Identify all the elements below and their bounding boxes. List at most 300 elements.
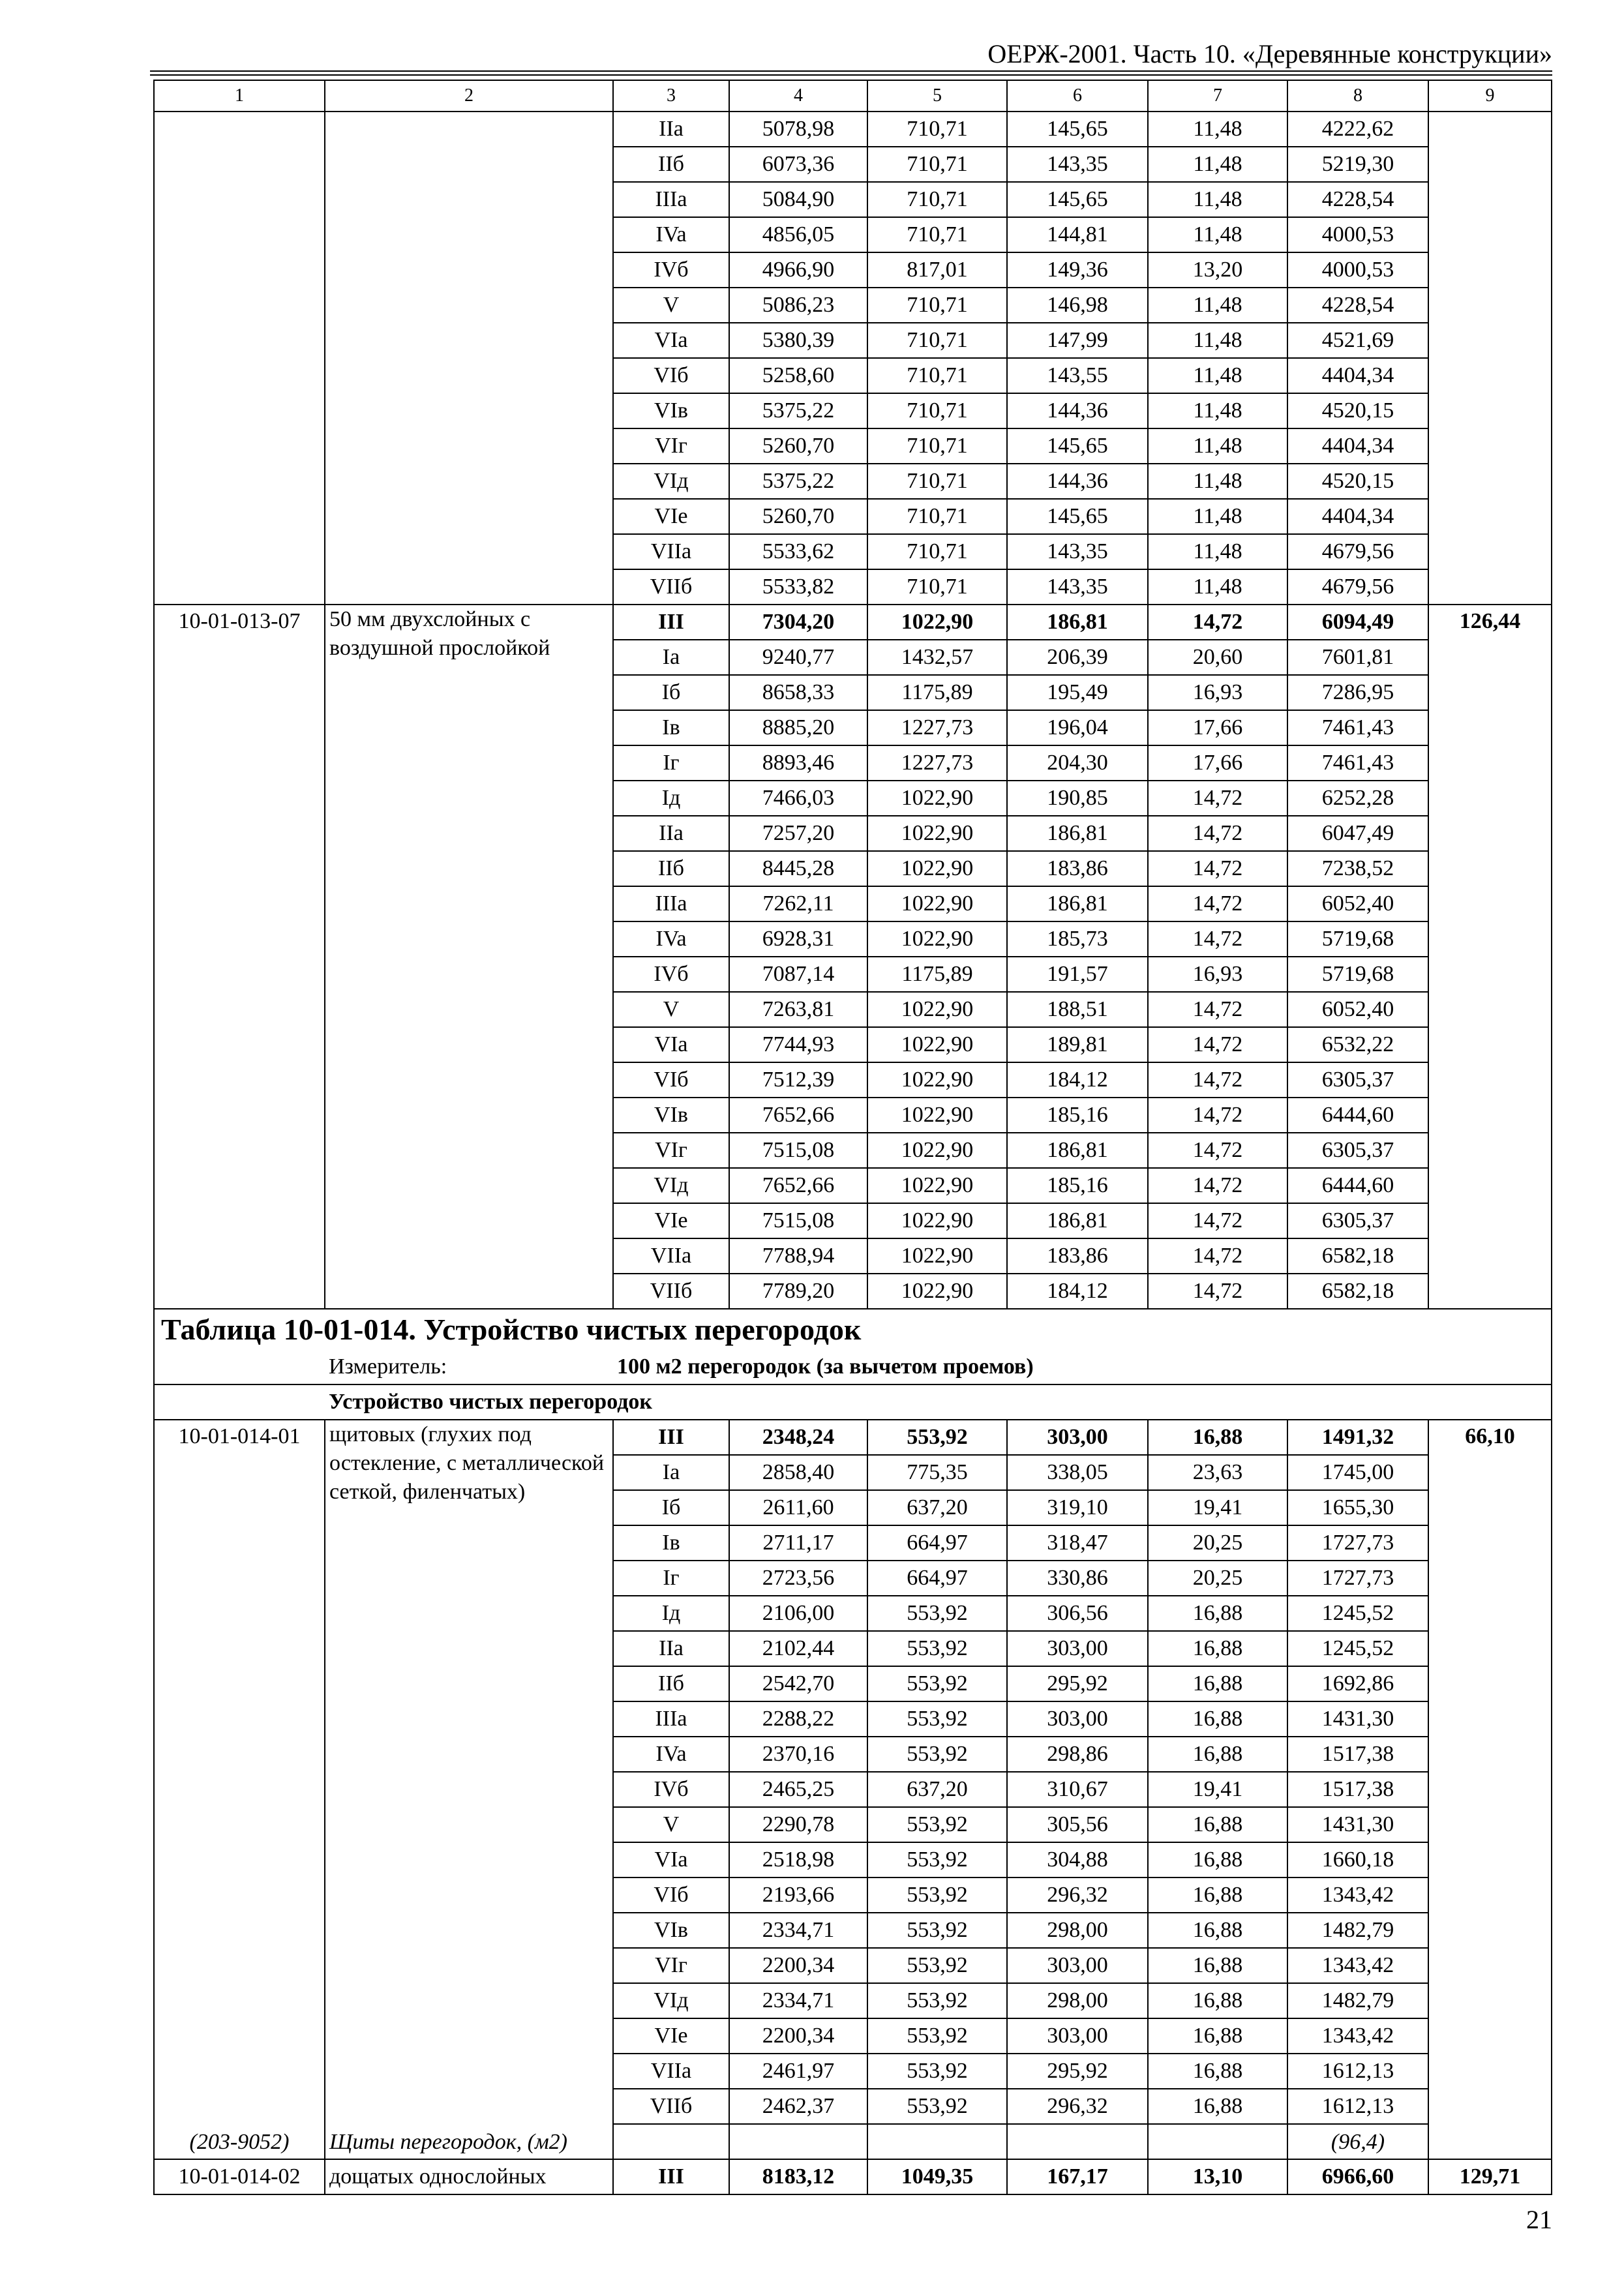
value-cell: 16,93 [1148, 957, 1287, 992]
value-cell: 6582,18 [1287, 1238, 1428, 1274]
value-cell: 2518,98 [729, 1842, 867, 1878]
page-header [150, 37, 1552, 74]
value-cell: 149,36 [1007, 252, 1148, 288]
value-cell: 196,04 [1007, 710, 1148, 745]
value-cell: 6444,60 [1287, 1098, 1428, 1133]
value-cell: 14,72 [1148, 1238, 1287, 1274]
zone-cell: Iв [613, 710, 729, 745]
value-cell: 1022,90 [867, 1062, 1007, 1098]
zone-cell: Iг [613, 1561, 729, 1596]
value-cell: 1022,90 [867, 851, 1007, 886]
zone-cell: Iб [613, 1490, 729, 1525]
meter-spacer [154, 1350, 325, 1384]
value-cell: 7515,08 [729, 1133, 867, 1168]
value-cell: 1022,90 [867, 1133, 1007, 1168]
value-cell: 8885,20 [729, 710, 867, 745]
value-cell: 4966,90 [729, 252, 867, 288]
zone-cell: VIe [613, 2018, 729, 2054]
value-cell: 14,72 [1148, 851, 1287, 886]
value-cell: 1431,30 [1287, 1701, 1428, 1737]
value-cell: 664,97 [867, 1525, 1007, 1561]
value-cell: 186,81 [1007, 1133, 1148, 1168]
value-cell: 710,71 [867, 288, 1007, 323]
value-cell: 553,92 [867, 1737, 1007, 1772]
code-cell: 10-01-014-01 [154, 1420, 325, 2124]
value-cell: 305,56 [1007, 1807, 1148, 1842]
value-cell: 7461,43 [1287, 745, 1428, 781]
value-cell: 11,48 [1148, 358, 1287, 393]
value-cell: 338,05 [1007, 1455, 1148, 1490]
value-cell: 1745,00 [1287, 1455, 1428, 1490]
value-cell: 145,65 [1007, 499, 1148, 534]
value-cell: 20,25 [1148, 1525, 1287, 1561]
value-cell: 4679,56 [1287, 569, 1428, 605]
column-header-row [154, 80, 1552, 112]
value-cell: 13,20 [1148, 252, 1287, 288]
value-cell: 143,35 [1007, 569, 1148, 605]
meter-label: Измеритель: [325, 1350, 613, 1384]
value-cell: 1612,13 [1287, 2054, 1428, 2089]
zone-cell: III [613, 1420, 729, 1455]
value-cell: 2611,60 [729, 1490, 867, 1525]
zone-cell: VIб [613, 1878, 729, 1913]
column-header: 6 [1007, 80, 1148, 112]
column-header: 5 [867, 80, 1007, 112]
value-cell: 319,10 [1007, 1490, 1148, 1525]
value-cell: 1491,32 [1287, 1420, 1428, 1455]
zone-cell: IIIa [613, 886, 729, 921]
value-cell: 6966,60 [1287, 2159, 1428, 2194]
table-row [154, 605, 1552, 640]
zone-cell: VIIa [613, 2054, 729, 2089]
value-cell: 298,86 [1007, 1737, 1148, 1772]
value-cell: 145,65 [1007, 428, 1148, 464]
resource-row [154, 2124, 1552, 2159]
value-cell: 4520,15 [1287, 464, 1428, 499]
meter-row [154, 1350, 1552, 1384]
value-cell: 303,00 [1007, 2018, 1148, 2054]
value-cell: 2193,66 [729, 1878, 867, 1913]
zone-cell: VIд [613, 1168, 729, 1203]
value-cell: 7744,93 [729, 1027, 867, 1062]
value-cell: 5719,68 [1287, 921, 1428, 957]
value-cell: 710,71 [867, 393, 1007, 428]
column-header: 9 [1428, 80, 1552, 112]
value-cell: 5375,22 [729, 393, 867, 428]
value-cell: 553,92 [867, 2054, 1007, 2089]
value-cell: 298,00 [1007, 1983, 1148, 2018]
value-cell: 6052,40 [1287, 886, 1428, 921]
value-cell: 7601,81 [1287, 640, 1428, 675]
value-cell: 4521,69 [1287, 323, 1428, 358]
zone-cell: IIб [613, 1666, 729, 1701]
zone-cell: IVa [613, 1737, 729, 1772]
value-cell: 318,47 [1007, 1525, 1148, 1561]
value-cell: 1175,89 [867, 957, 1007, 992]
value-cell: 14,72 [1148, 1027, 1287, 1062]
value-cell: 710,71 [867, 499, 1007, 534]
value-cell: 16,88 [1148, 2054, 1287, 2089]
value-cell: 4520,15 [1287, 393, 1428, 428]
value-cell: 1727,73 [1287, 1525, 1428, 1561]
value-cell: 553,92 [867, 1948, 1007, 1983]
value-cell: 2288,22 [729, 1701, 867, 1737]
table-title-row [154, 1309, 1552, 1350]
value-cell: 2334,71 [729, 1913, 867, 1948]
value-cell: 167,17 [1007, 2159, 1148, 2194]
zone-cell: VIIa [613, 1238, 729, 1274]
zone-cell: IIIa [613, 182, 729, 217]
value-cell: 553,92 [867, 1983, 1007, 2018]
value-cell: 5258,60 [729, 358, 867, 393]
value-cell: 5260,70 [729, 499, 867, 534]
value-cell: 11,48 [1148, 323, 1287, 358]
value-cell: 185,16 [1007, 1168, 1148, 1203]
value-cell: 7466,03 [729, 781, 867, 816]
column-header: 1 [154, 80, 325, 112]
zone-cell: VIг [613, 428, 729, 464]
value-cell: 14,72 [1148, 1274, 1287, 1309]
column-header: 4 [729, 80, 867, 112]
resource-empty-cell [729, 2124, 867, 2159]
value-cell: 6582,18 [1287, 1274, 1428, 1309]
value-cell: 310,67 [1007, 1772, 1148, 1807]
value-cell: 16,88 [1148, 1983, 1287, 2018]
resource-empty-cell [867, 2124, 1007, 2159]
value-cell: 553,92 [867, 1631, 1007, 1666]
value-cell: 7461,43 [1287, 710, 1428, 745]
value-cell: 4679,56 [1287, 534, 1428, 569]
value-cell: 2106,00 [729, 1596, 867, 1631]
value-cell: 1022,90 [867, 886, 1007, 921]
value-cell: 1022,90 [867, 921, 1007, 957]
value-cell: 664,97 [867, 1561, 1007, 1596]
header-rule-double [150, 74, 1552, 76]
value-cell: 710,71 [867, 323, 1007, 358]
value-cell: 145,65 [1007, 112, 1148, 147]
value-cell: 16,88 [1148, 1807, 1287, 1842]
value-cell: 1022,90 [867, 1203, 1007, 1238]
resource-code: (203-9052) [154, 2124, 325, 2159]
value-cell: 1245,52 [1287, 1631, 1428, 1666]
value-cell: 5533,62 [729, 534, 867, 569]
value-cell: 1482,79 [1287, 1913, 1428, 1948]
zone-cell: IIб [613, 851, 729, 886]
value-cell: 1049,35 [867, 2159, 1007, 2194]
value-cell: 14,72 [1148, 886, 1287, 921]
value-cell: 14,72 [1148, 1133, 1287, 1168]
zone-cell: Iб [613, 675, 729, 710]
zone-cell: IIa [613, 1631, 729, 1666]
value-cell: 206,39 [1007, 640, 1148, 675]
value-cell: 1022,90 [867, 1027, 1007, 1062]
value-cell: 7238,52 [1287, 851, 1428, 886]
value-cell: 188,51 [1007, 992, 1148, 1027]
value-cell: 2348,24 [729, 1420, 867, 1455]
zone-cell: IVб [613, 1772, 729, 1807]
value-cell: 303,00 [1007, 1701, 1148, 1737]
column-header: 3 [613, 80, 729, 112]
value-cell: 1517,38 [1287, 1737, 1428, 1772]
value-cell: 1432,57 [867, 640, 1007, 675]
table-title: Таблица 10-01-014. Устройство чистых перегородок [154, 1309, 1552, 1350]
zone-cell: VIд [613, 464, 729, 499]
value-cell: 2200,34 [729, 2018, 867, 2054]
value-cell: 1175,89 [867, 675, 1007, 710]
value-cell: 16,88 [1148, 1737, 1287, 1772]
value-cell: 7788,94 [729, 1238, 867, 1274]
value-cell: 5078,98 [729, 112, 867, 147]
value-cell: 5533,82 [729, 569, 867, 605]
zone-cell: VIa [613, 1027, 729, 1062]
value-cell: 2858,40 [729, 1455, 867, 1490]
value-cell: 303,00 [1007, 1420, 1148, 1455]
value-cell: 1022,90 [867, 1274, 1007, 1309]
value-cell: 186,81 [1007, 816, 1148, 851]
zone-cell: IIa [613, 112, 729, 147]
value-cell: 710,71 [867, 147, 1007, 182]
value-cell: 2465,25 [729, 1772, 867, 1807]
value-cell: 2290,78 [729, 1807, 867, 1842]
value-cell: 186,81 [1007, 605, 1148, 640]
value-cell: 553,92 [867, 1807, 1007, 1842]
value-cell: 296,32 [1007, 1878, 1148, 1913]
meter-value: 100 м2 перегородок (за вычетом проемов) [613, 1350, 1552, 1384]
value-cell: 2102,44 [729, 1631, 867, 1666]
value-cell: 2334,71 [729, 1983, 867, 2018]
table-row [154, 2159, 1552, 2194]
zone-cell: VIг [613, 1948, 729, 1983]
table-row [154, 1420, 1552, 1455]
value-cell: 144,36 [1007, 464, 1148, 499]
value-cell: 8658,33 [729, 675, 867, 710]
zone-cell: Iд [613, 1596, 729, 1631]
zone-cell: V [613, 1807, 729, 1842]
value-cell: 184,12 [1007, 1062, 1148, 1098]
zone-cell: Iг [613, 745, 729, 781]
value-cell: 19,41 [1148, 1490, 1287, 1525]
value-cell: 189,81 [1007, 1027, 1148, 1062]
value-cell: 303,00 [1007, 1948, 1148, 1983]
value-cell: 1022,90 [867, 1098, 1007, 1133]
value-cell: 14,72 [1148, 816, 1287, 851]
zone-cell: Ia [613, 640, 729, 675]
value-cell: 16,88 [1148, 1948, 1287, 1983]
value-cell: 710,71 [867, 217, 1007, 252]
zone-cell: IVa [613, 921, 729, 957]
labor-cell: 66,10 [1428, 1420, 1552, 2159]
value-cell: 8893,46 [729, 745, 867, 781]
value-cell: 6444,60 [1287, 1168, 1428, 1203]
value-cell: 186,81 [1007, 1203, 1148, 1238]
value-cell: 2542,70 [729, 1666, 867, 1701]
zone-cell: Iд [613, 781, 729, 816]
value-cell: 14,72 [1148, 1203, 1287, 1238]
value-cell: 16,88 [1148, 1701, 1287, 1737]
value-cell: 14,72 [1148, 992, 1287, 1027]
value-cell: 298,00 [1007, 1913, 1148, 1948]
value-cell: 1660,18 [1287, 1842, 1428, 1878]
value-cell: 1692,86 [1287, 1666, 1428, 1701]
value-cell: 2711,17 [729, 1525, 867, 1561]
code-cell [154, 112, 325, 605]
value-cell: 8445,28 [729, 851, 867, 886]
value-cell: 144,81 [1007, 217, 1148, 252]
value-cell: 17,66 [1148, 745, 1287, 781]
value-cell: 16,88 [1148, 1913, 1287, 1948]
page-number: 21 [1526, 2205, 1552, 2234]
value-cell: 14,72 [1148, 1168, 1287, 1203]
value-cell: 710,71 [867, 534, 1007, 569]
value-cell: 6094,49 [1287, 605, 1428, 640]
zone-cell: IIб [613, 147, 729, 182]
value-cell: 5719,68 [1287, 957, 1428, 992]
value-cell: 195,49 [1007, 675, 1148, 710]
value-cell: 2462,37 [729, 2089, 867, 2124]
value-cell: 1482,79 [1287, 1983, 1428, 2018]
value-cell: 6073,36 [729, 147, 867, 182]
labor-cell [1428, 112, 1552, 605]
zone-cell: VIIб [613, 2089, 729, 2124]
value-cell: 11,48 [1148, 182, 1287, 217]
code-cell: 10-01-014-02 [154, 2159, 325, 2194]
price-table [153, 80, 1552, 2195]
value-cell: 16,88 [1148, 2018, 1287, 2054]
value-cell: 185,73 [1007, 921, 1148, 957]
value-cell: 1022,90 [867, 605, 1007, 640]
zone-cell: VIв [613, 1913, 729, 1948]
value-cell: 4228,54 [1287, 288, 1428, 323]
zone-cell: VIIб [613, 569, 729, 605]
value-cell: 775,35 [867, 1455, 1007, 1490]
value-cell: 296,32 [1007, 2089, 1148, 2124]
value-cell: 553,92 [867, 1913, 1007, 1948]
value-cell: 11,48 [1148, 499, 1287, 534]
value-cell: 553,92 [867, 1878, 1007, 1913]
zone-cell: VIг [613, 1133, 729, 1168]
zone-cell: VIб [613, 358, 729, 393]
value-cell: 295,92 [1007, 2054, 1148, 2089]
value-cell: 11,48 [1148, 428, 1287, 464]
value-cell: 1022,90 [867, 992, 1007, 1027]
value-cell: 11,48 [1148, 147, 1287, 182]
value-cell: 710,71 [867, 569, 1007, 605]
value-cell: 710,71 [867, 428, 1007, 464]
value-cell: 1727,73 [1287, 1561, 1428, 1596]
value-cell: 7087,14 [729, 957, 867, 992]
value-cell: 6305,37 [1287, 1133, 1428, 1168]
value-cell: 1431,30 [1287, 1807, 1428, 1842]
value-cell: 817,01 [867, 252, 1007, 288]
value-cell: 4222,62 [1287, 112, 1428, 147]
value-cell: 7257,20 [729, 816, 867, 851]
value-cell: 304,88 [1007, 1842, 1148, 1878]
value-cell: 7263,81 [729, 992, 867, 1027]
value-cell: 183,86 [1007, 1238, 1148, 1274]
value-cell: 16,88 [1148, 2089, 1287, 2124]
value-cell: 20,60 [1148, 640, 1287, 675]
value-cell: 7652,66 [729, 1168, 867, 1203]
value-cell: 186,81 [1007, 886, 1148, 921]
value-cell: 185,16 [1007, 1098, 1148, 1133]
value-cell: 144,36 [1007, 393, 1148, 428]
value-cell: 5219,30 [1287, 147, 1428, 182]
value-cell: 7652,66 [729, 1098, 867, 1133]
zone-cell: IVб [613, 252, 729, 288]
resource-empty-cell [613, 2124, 729, 2159]
zone-cell: Ia [613, 1455, 729, 1490]
zone-cell: V [613, 288, 729, 323]
value-cell: 5084,90 [729, 182, 867, 217]
value-cell: 5086,23 [729, 288, 867, 323]
value-cell: 4404,34 [1287, 499, 1428, 534]
resource-empty-cell [1148, 2124, 1287, 2159]
value-cell: 23,63 [1148, 1455, 1287, 1490]
value-cell: 2370,16 [729, 1737, 867, 1772]
value-cell: 6532,22 [1287, 1027, 1428, 1062]
value-cell: 20,25 [1148, 1561, 1287, 1596]
value-cell: 191,57 [1007, 957, 1148, 992]
value-cell: 1612,13 [1287, 2089, 1428, 2124]
resource-empty-cell [1007, 2124, 1148, 2159]
header-title: ОЕРЖ-2001. Часть 10. «Деревянные конструкции» [987, 39, 1552, 68]
value-cell: 5375,22 [729, 464, 867, 499]
value-cell: 14,72 [1148, 605, 1287, 640]
value-cell: 13,10 [1148, 2159, 1287, 2194]
value-cell: 143,35 [1007, 534, 1148, 569]
value-cell: 6305,37 [1287, 1203, 1428, 1238]
value-cell: 7304,20 [729, 605, 867, 640]
description-cell: 50 мм двухслойных с воздушной прослойкой [325, 605, 613, 1309]
value-cell: 11,48 [1148, 534, 1287, 569]
value-cell: 14,72 [1148, 1062, 1287, 1098]
value-cell: 553,92 [867, 2018, 1007, 2054]
value-cell: 14,72 [1148, 921, 1287, 957]
value-cell: 710,71 [867, 358, 1007, 393]
zone-cell: VIIa [613, 534, 729, 569]
column-header: 7 [1148, 80, 1287, 112]
value-cell: 11,48 [1148, 393, 1287, 428]
value-cell: 4404,34 [1287, 358, 1428, 393]
zone-cell: VIб [613, 1062, 729, 1098]
zone-cell: III [613, 605, 729, 640]
value-cell: 5260,70 [729, 428, 867, 464]
zone-cell: VIIб [613, 1274, 729, 1309]
value-cell: 184,12 [1007, 1274, 1148, 1309]
zone-cell: VIв [613, 393, 729, 428]
value-cell: 1227,73 [867, 745, 1007, 781]
value-cell: 306,56 [1007, 1596, 1148, 1631]
value-cell: 710,71 [867, 464, 1007, 499]
value-cell: 553,92 [867, 1842, 1007, 1878]
value-cell: 303,00 [1007, 1631, 1148, 1666]
resource-name: Щиты перегородок, (м2) [325, 2124, 613, 2159]
value-cell: 1022,90 [867, 816, 1007, 851]
value-cell: 553,92 [867, 1596, 1007, 1631]
value-cell: 6252,28 [1287, 781, 1428, 816]
value-cell: 146,98 [1007, 288, 1148, 323]
value-cell: 6052,40 [1287, 992, 1428, 1027]
zone-cell: VIв [613, 1098, 729, 1133]
section-spacer [154, 1384, 325, 1420]
value-cell: 190,85 [1007, 781, 1148, 816]
value-cell: 4228,54 [1287, 182, 1428, 217]
value-cell: 16,88 [1148, 1666, 1287, 1701]
value-cell: 11,48 [1148, 464, 1287, 499]
zone-cell: III [613, 2159, 729, 2194]
value-cell: 16,88 [1148, 1842, 1287, 1878]
description-cell: щитовых (глухих под остекление, с металлической сеткой, филенчатых) [325, 1420, 613, 2124]
